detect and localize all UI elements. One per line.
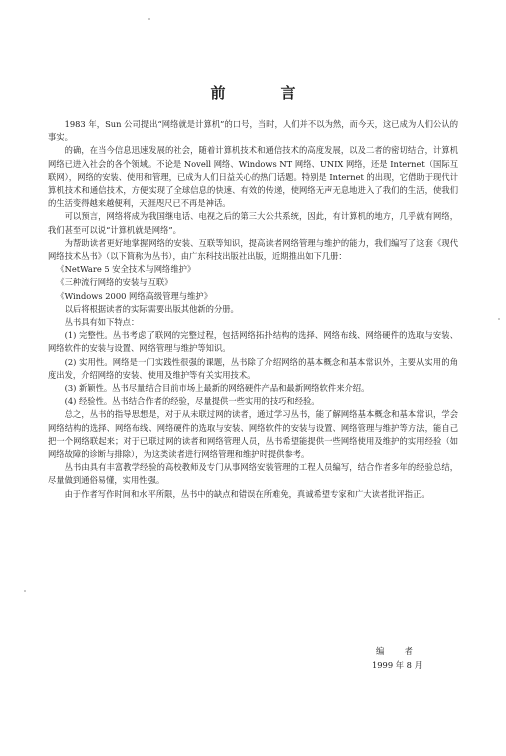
paragraph: 的确，在当今信息迅速发展的社会，随着计算机技术和通信技术的高度发展，以及二者的密切结合，计算机网络已进入社会的各个领域。不论是 Novell 网络、Windows NT 网络、UNIX 网络，还是 Internet（国际互联网），网络的安装、使用和管理，已成为人们日益关心的热门话题。特别是 Internet 的出现，它借助于现代计算机技术和通信技术，方便实现了全球信息的快速、有效的传递，使网络无声无息地进入了我们的生活，使我们的生活变得越来越便利，天涯咫尺已不再是神话。: [48, 145, 458, 209]
page-title: 前 言: [210, 84, 316, 102]
scan-speck: [148, 18, 150, 20]
paragraph: 总之，丛书的指导思想是，对于从未联过网的读者，通过学习丛书，能了解网络基本概念和基本常识，学会网络结构的选择、网络布线、网络硬件的选取与安装、网络软件的安装与设置、网络管理与维护等方法，能自己把一个网络联起来；对于已联过网的读者和网络管理人员，丛书希望能提供一些网络使用及维护的实用经验（如网络故障的诊断与排除），为这类读者进行网络管理和维护时提供参考。: [48, 409, 458, 460]
paragraph: 由于作者写作时间和水平所限，丛书中的缺点和错误在所难免，真诚希望专家和广大读者批评指正。: [64, 488, 430, 499]
signature-date: 1999 年 8 月: [372, 660, 423, 670]
book-title: 《三种流行网络的安装与互联》: [56, 277, 173, 288]
paragraph: 为帮助读者更好地掌握网络的安装、互联等知识，提高读者网络管理与维护的能力，我们编写了这套《现代网络技术丛书》（以下简称为丛书），由广东科技出版社出版，近期推出如下几册：: [48, 237, 458, 262]
feature-item: (2) 实用性。网络是一门实践性很强的课题，丛书除了介绍网络的基本概念和基本常识外，主要从实用的角度出发，介绍网络的安装、使用及维护等有关实用技术。: [48, 356, 458, 380]
feature-item: (3) 新颖性。丛书尽量结合目前市场上最新的网络硬件产品和最新网络软件来介绍。: [64, 383, 370, 394]
signature-editor: 编 者: [376, 646, 419, 656]
scan-speck: [24, 590, 26, 592]
feature-item: (4) 经验性。丛书结合作者的经验，尽量提供一些实用的技巧和经验。: [64, 396, 320, 407]
feature-item: (1) 完整性。丛书考虑了联网的完整过程，包括网络拓扑结构的选择、网络布线、网络硬件的选取与安装、网络软件的安装与设置、网络管理与维护等知识。: [48, 330, 458, 354]
book-title: 《Windows 2000 网络高级管理与维护》: [56, 290, 212, 301]
scan-speck: [498, 318, 500, 320]
paragraph: 可以预言，网络将成为我国继电话、电视之后的第三大公共系统，因此，有计算机的地方，几乎就有网络，我们甚至可以说“计算机就是网络”。: [48, 211, 458, 235]
preface-body: [48, 118, 458, 501]
paragraph: 丛书具有如下特点：: [64, 317, 140, 328]
signature-block: [372, 644, 423, 672]
paragraph: 1983 年，Sun 公司提出“网络就是计算机”的口号，当时，人们并不以为然，而今天，这已成为人们公认的事实。: [48, 119, 458, 143]
paragraph: 丛书由具有丰富教学经验的高校教师及专门从事网络安装管理的工程人员编写，结合作者多年的经验总结，尽量做到通俗易懂，实用性强。: [48, 462, 458, 486]
book-title: 《NetWare 5 安全技术与网络维护》: [56, 264, 196, 275]
paragraph: 以后将根据读者的实际需要出版其他新的分册。: [64, 303, 239, 314]
